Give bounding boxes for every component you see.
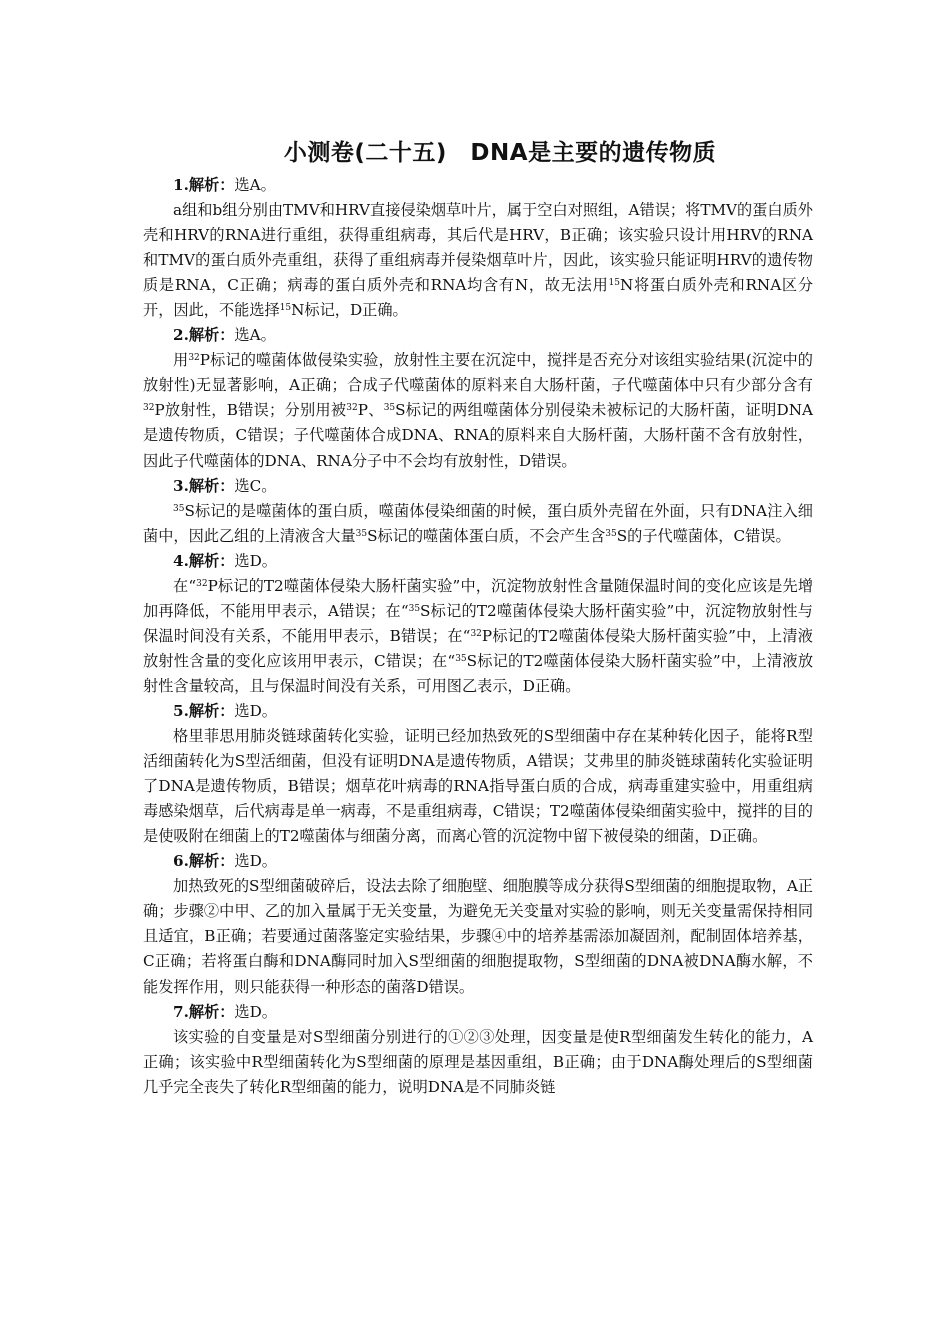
answer-heading (143, 323, 813, 348)
answer-choice: 选D。 (234, 551, 277, 570)
isotope-mass-number: 32 (143, 403, 155, 414)
isotope-mass-number: 35 (455, 653, 467, 664)
analysis-label (173, 702, 234, 720)
isotope-mass-number: 35 (408, 603, 421, 614)
answer-choice: 选D。 (234, 1002, 277, 1021)
document-title: 小测卷(二十五) DNA是主要的遗传物质 (283, 140, 717, 166)
explanation-paragraph: 该实验的自变量是对S型细菌分别进行的①②③处理，因变量是使R型细菌发生转化的能力，A正确；该实验中R型细菌转化为S型细菌的原理是基因重组，B正确；由于DNA酶处理后的S型细菌几乎完全丧失了转化R型细菌的能力，说明DNA是不同肺炎链 (143, 1027, 813, 1096)
answer-heading (143, 173, 813, 198)
analysis-label (173, 852, 234, 870)
question-number: 7. (173, 1002, 189, 1021)
analysis-label-text: 解析： (188, 476, 235, 495)
explanation-paragraph: $^{35}$S标记的是噬菌体的蛋白质，噬菌体侵染细菌的时候，蛋白质外壳留在外面，只有DNA注入细菌中，因此乙组的上清液含大量$^{35}$S标记的噬菌体蛋白质，不会产生含$^{35}$S的子代噬菌体，C错误。 (143, 501, 813, 545)
isotope-mass-number: 35 (173, 503, 185, 514)
answer-heading (143, 849, 813, 874)
question-number: 3. (173, 476, 189, 495)
answer-heading (143, 1000, 813, 1025)
analysis-label-text: 解析： (188, 852, 235, 871)
analysis-label (173, 552, 234, 570)
question-number: 6. (173, 852, 189, 871)
analysis-label (173, 176, 234, 194)
isotope-mass-number: 15 (608, 278, 620, 289)
answer-choice: 选D。 (234, 852, 277, 871)
answer-heading (143, 474, 813, 499)
analysis-label-text: 解析： (188, 551, 235, 570)
answer-choice: 选C。 (234, 476, 277, 495)
analysis-label (173, 326, 234, 344)
isotope-mass-number: 35 (605, 528, 617, 539)
answer-choice: 选D。 (234, 701, 277, 720)
answer-choice: 选A。 (234, 326, 276, 345)
isotope-mass-number: 32 (188, 353, 200, 364)
isotope-mass-number: 32 (470, 628, 482, 639)
analysis-label-text: 解析： (188, 326, 235, 345)
analysis-label (173, 1003, 234, 1021)
question-number: 5. (173, 701, 189, 720)
isotope-mass-number: 32 (346, 403, 358, 414)
explanation-paragraph: 格里菲思用肺炎链球菌转化实验，证明已经加热致死的S型细菌中存在某种转化因子，能将R型活细菌转化为S型活细菌，但没有证明DNA是遗传物质，A错误；艾弗里的肺炎链球菌转化实验证明了DNA是遗传物质，B错误；烟草花叶病毒的RNA指导蛋白质的合成，病毒重建实验中，用重组病毒感染烟草，后代病毒是单一病毒，不是重组病毒，C错误；T2噬菌体侵染细菌实验中，搅拌的目的是使吸附在细菌上的T2噬菌体与细菌分离，而离心管的沉淀物中留下被侵染的细菌，D正确。 (143, 727, 813, 846)
analysis-label-text: 解析： (188, 1002, 235, 1021)
question-number: 4. (173, 551, 189, 570)
isotope-mass-number: 32 (196, 578, 208, 589)
answer-analysis-body (143, 173, 813, 1100)
analysis-label (173, 477, 234, 495)
isotope-mass-number: 35 (383, 403, 396, 414)
isotope-mass-number: 35 (355, 528, 368, 539)
explanation-paragraph: a组和b组分别由TMV和HRV直接侵染烟草叶片，属于空白对照组，A错误；将TMV的蛋白质外壳和HRV的RNA进行重组，获得重组病毒，其后代是HRV，B正确；该实验只设计用HRV的RNA和TMV的蛋白质外壳重组，获得了重组病毒并侵染烟草叶片，因此，该实验只能证明HRV的遗传物质是RNA，C正确；病毒的蛋白质外壳和RNA均含有N，故无法用$^{15}$N将蛋白质外壳和RNA区分开，因此，不能选择$^{15}$N标记，D正确。 (143, 201, 814, 320)
question-number: 2. (173, 326, 189, 345)
explanation-paragraph: 在“$^{32}$P标记的T2噬菌体侵染大肠杆菌实验”中，沉淀物放射性含量随保温时间的变化应该是先增加再降低，不能用甲表示，A错误；在“$^{35}$S标记的T2噬菌体侵染大肠杆菌实验”中，沉淀物放射性与保温时间没有关系，不能用甲表示，B错误；在“$^{32}$P标记的T2噬菌体侵染大肠杆菌实验”中，上清液放射性含量的变化应该用甲表示，C错误；在“$^{35}$S标记的T2噬菌体侵染大肠杆菌实验”中，上清液放射性含量较高，且与保温时间没有关系，可用图乙表示，D正确。 (143, 576, 814, 695)
answer-heading (143, 699, 813, 724)
isotope-mass-number: 15 (279, 303, 292, 314)
analysis-label-text: 解析： (188, 701, 235, 720)
answer-choice: 选A。 (234, 176, 276, 194)
question-number: 1. (173, 176, 189, 194)
analysis-label-text: 解析： (188, 176, 235, 194)
explanation-paragraph: 用$^{32}$P标记的噬菌体做侵染实验，放射性主要在沉淀中，搅拌是否充分对该组实验结果(沉淀中的放射性)无显著影响，A正确；合成子代噬菌体的原料来自大肠杆菌，子代噬菌体中只有少部分含有$^{32}$P放射性，B错误；分别用被$^{32}$P、$^{35}$S标记的两组噬菌体分别侵染未被标记的大肠杆菌，证明DNA是遗传物质，C错误；子代噬菌体合成DNA、RNA的原料来自大肠杆菌，大肠杆菌不含有放射性，因此子代噬菌体的DNA、RNA分子中不会均有放射性，D错误。 (143, 351, 813, 470)
explanation-paragraph: 加热致死的S型细菌破碎后，设法去除了细胞壁、细胞膜等成分获得S型细菌的细胞提取物，A正确；步骤②中甲、乙的加入量属于无关变量，为避免无关变量对实验的影响，则无关变量需保持相同且适宜，B正确；若要通过菌落鉴定实验结果，步骤④中的培养基需添加凝固剂，配制固体培养基，C正确；若将蛋白酶和DNA酶同时加入S型细菌的细胞提取物，S型细菌的DNA被DNA酶水解，不能发挥作用，则只能获得一种形态的菌落D错误。 (143, 877, 813, 996)
answer-heading (143, 549, 813, 574)
